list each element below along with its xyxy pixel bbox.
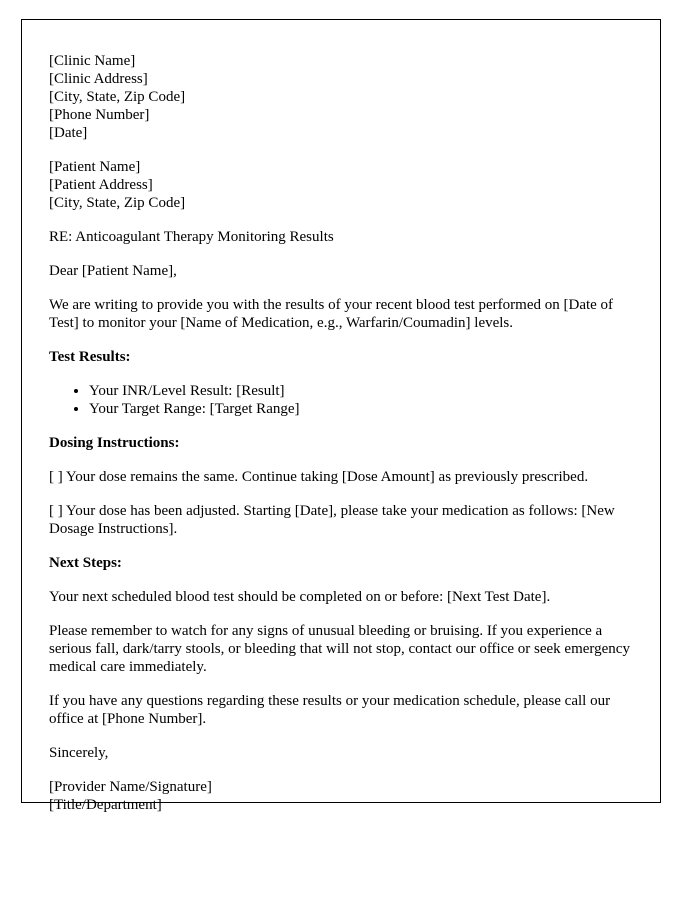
questions-contact-paragraph: If you have any questions regarding these results or your medication schedule, please call our office at [Phone Number]. bbox=[49, 693, 611, 727]
patient-name-line: [Patient Name] bbox=[49, 159, 141, 175]
dosing-instructions-heading: Dosing Instructions: bbox=[49, 435, 180, 451]
test-results-heading: Test Results: bbox=[49, 349, 131, 365]
inr-result-item: • Your INR/Level Result: [Result] bbox=[89, 382, 633, 400]
salutation: Dear [Patient Name], bbox=[49, 263, 177, 279]
test-results-list bbox=[49, 382, 633, 418]
clinic-address-block bbox=[49, 52, 633, 142]
dose-same-option: [ ] Your dose remains the same. Continue taking [Dose Amount] as previously prescribed. bbox=[49, 469, 589, 485]
letter-date-line: [Date] bbox=[49, 125, 88, 141]
provider-title-line: [Title/Department] bbox=[49, 797, 162, 813]
letter-page bbox=[21, 19, 661, 813]
clinic-name-line: [Clinic Name] bbox=[49, 53, 136, 69]
clinic-city-state-zip-line: [City, State, Zip Code] bbox=[49, 89, 186, 105]
target-range-item: • Your Target Range: [Target Range] bbox=[89, 400, 633, 418]
patient-city-state-zip-line: [City, State, Zip Code] bbox=[49, 195, 186, 211]
signature-block bbox=[49, 778, 633, 814]
closing: Sincerely, bbox=[49, 745, 109, 761]
patient-address-line: [Patient Address] bbox=[49, 177, 153, 193]
clinic-phone-line: [Phone Number] bbox=[49, 107, 150, 123]
dose-adjusted-option: [ ] Your dose has been adjusted. Starting [Date], please take your medication as follows: [New Dosage Instructions]. bbox=[49, 503, 615, 537]
intro-paragraph: We are writing to provide you with the results of your recent blood test performed on [Date of Test] to monitor your [Name of Medication, e.g., Warfarin/Coumadin] levels. bbox=[49, 297, 614, 331]
next-steps-heading: Next Steps: bbox=[49, 555, 122, 571]
bleeding-warning-paragraph: Please remember to watch for any signs of unusual bleeding or bruising. If you experience a serious fall, dark/tarry stools, or bleeding that will not stop, contact our office or seek emergency medical care immediately. bbox=[49, 623, 630, 675]
next-test-date-paragraph: Your next scheduled blood test should be completed on or before: [Next Test Date]. bbox=[49, 589, 551, 605]
patient-address-block bbox=[49, 158, 633, 212]
provider-signature-line: [Provider Name/Signature] bbox=[49, 779, 212, 795]
subject-line: RE: Anticoagulant Therapy Monitoring Results bbox=[49, 229, 334, 245]
clinic-address-line: [Clinic Address] bbox=[49, 71, 148, 87]
